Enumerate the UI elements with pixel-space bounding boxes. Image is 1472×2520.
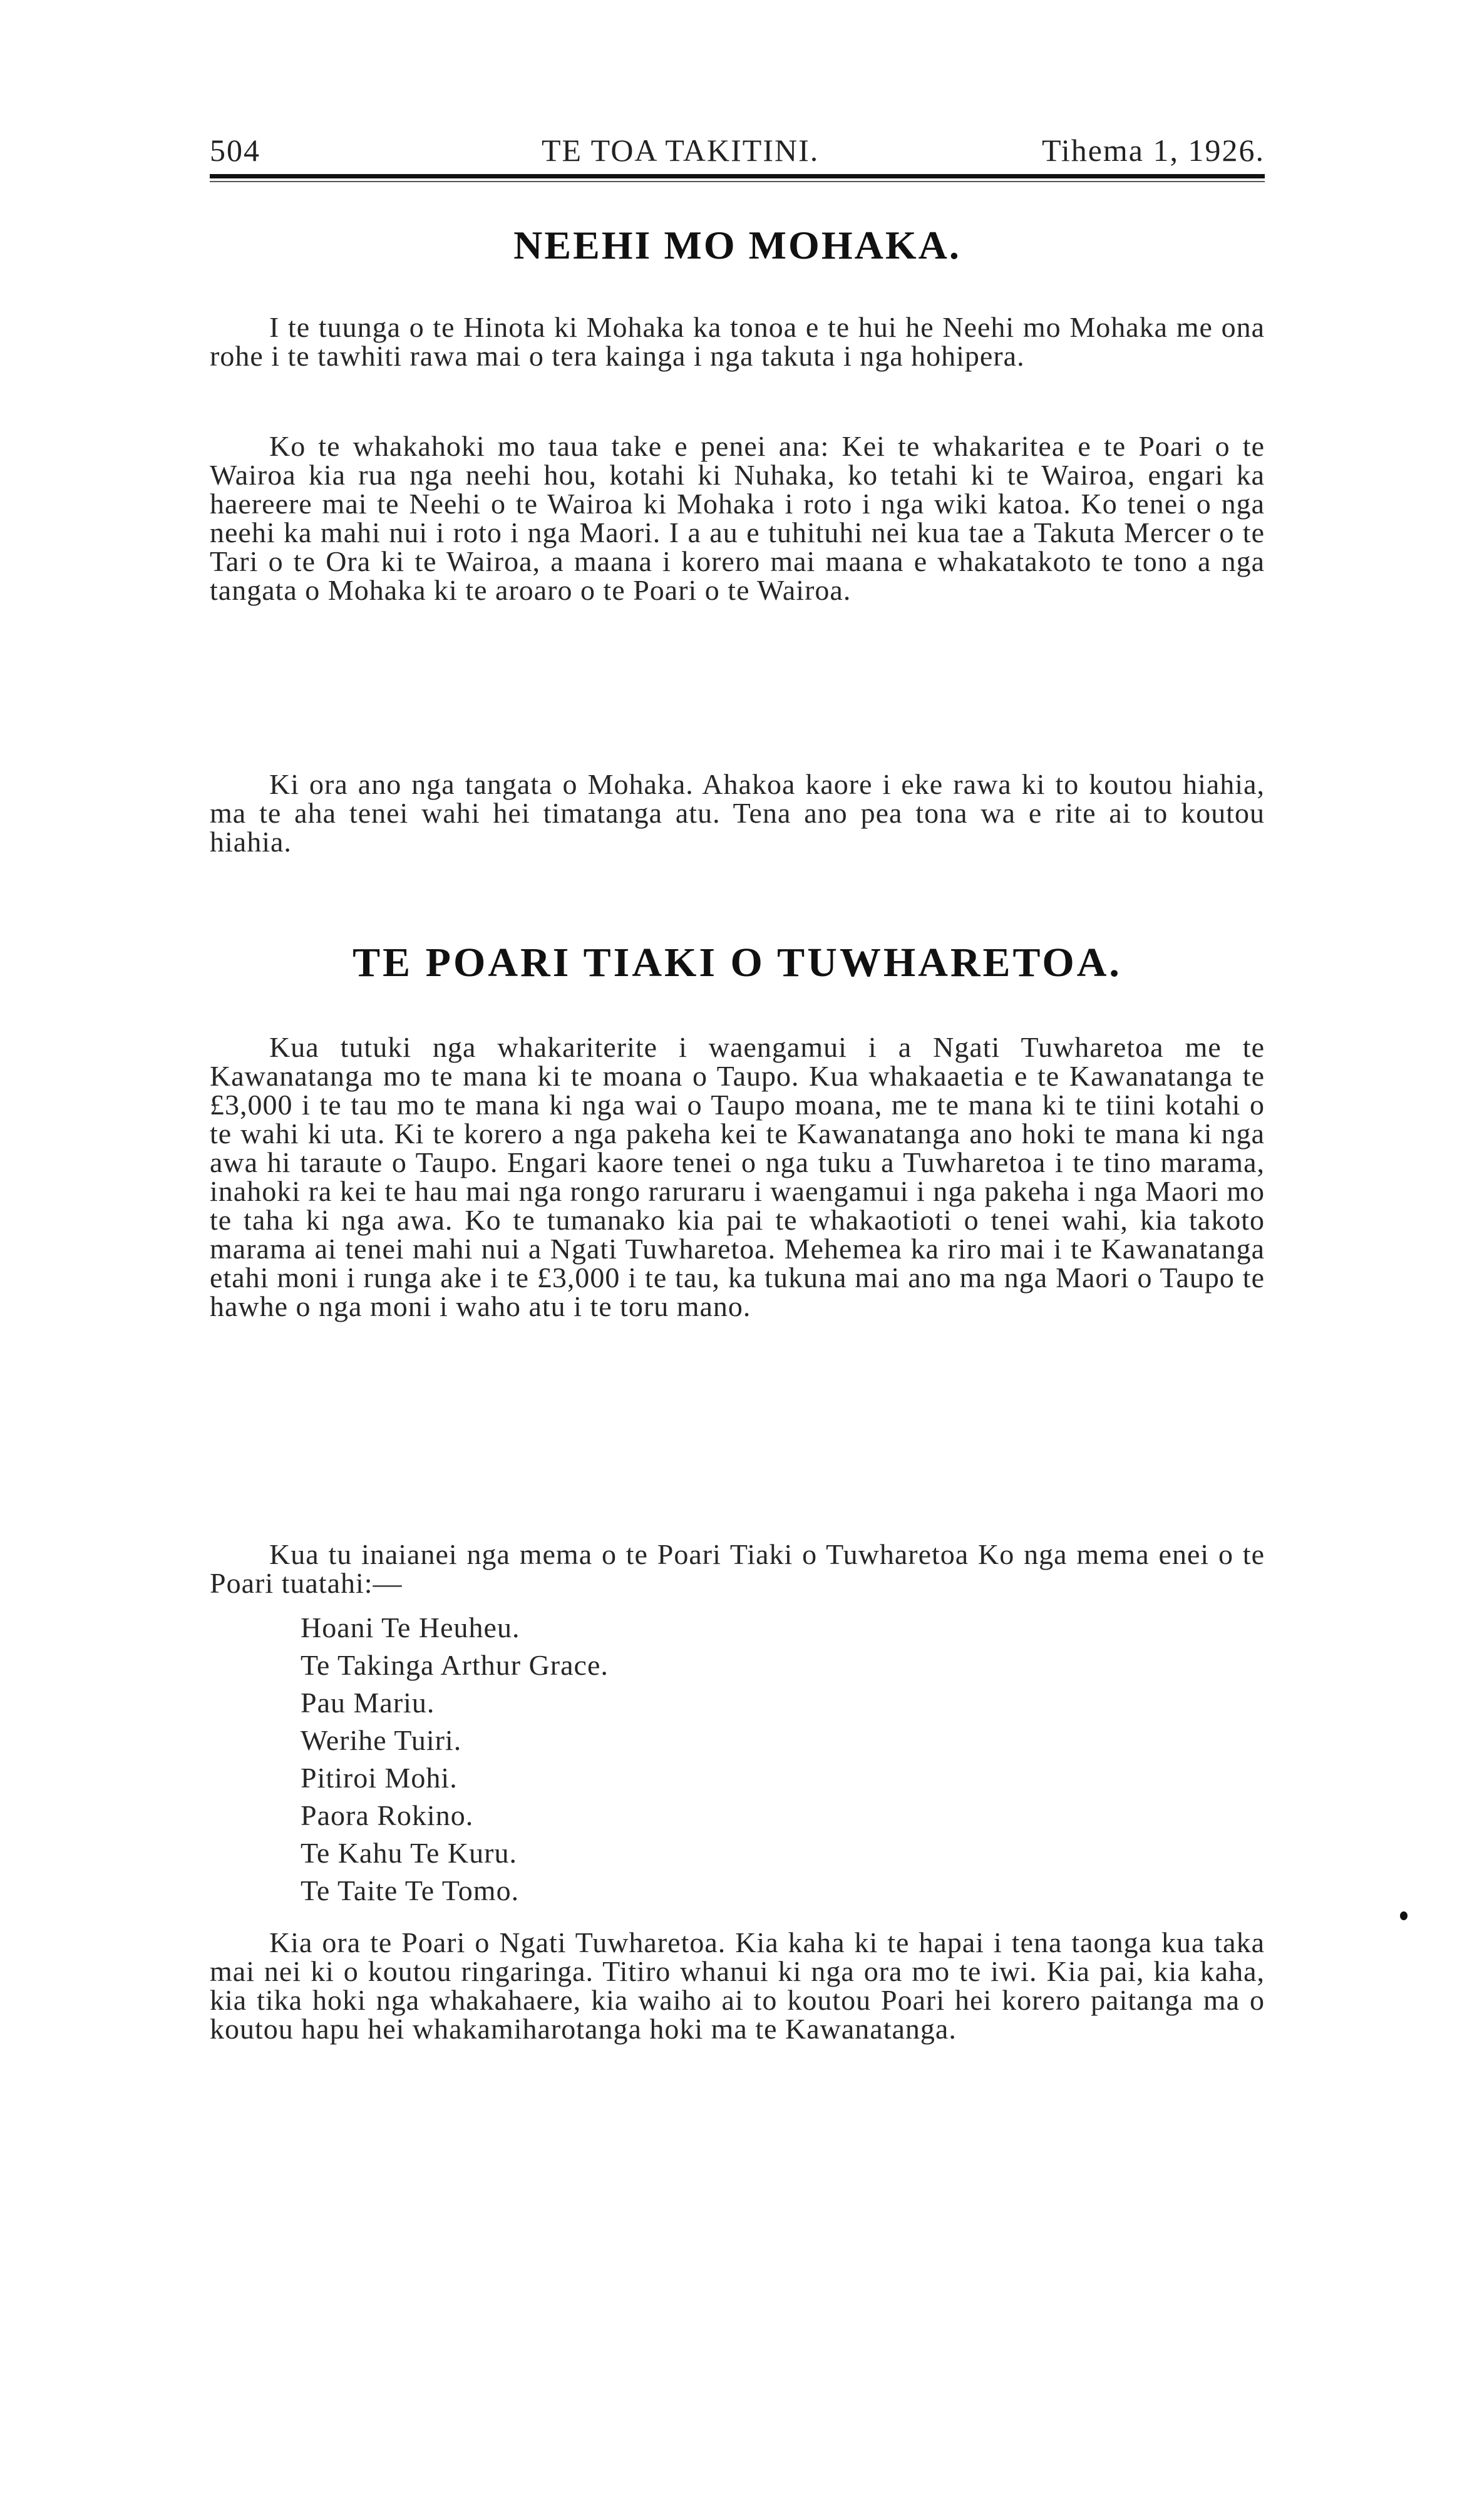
member-name: Werihe Tuiri. bbox=[301, 1724, 462, 1756]
member-name: Te Taite Te Tomo. bbox=[301, 1875, 520, 1906]
article2-paragraph-1: Kua tutuki nga whakariterite i waengamui i a Ngati Tuwharetoa me te Kawanatanga mo te mana ki te moana o Taupo. Kua whakaaetia e te Kawanatanga te £3,000 i te tau mo te mana ki nga wai o Taupo moana, me te mana ki te tiini kotahi o te wahi ki uta. Ki te korero a nga pakeha kei te Kawanatanga ano hoki te mana ki nga awa hi taraute o Taupo. Engari kaore tenei o nga tuku a Tuwharetoa i te tino marama, inahoki ra kei te hau mai nga rongo raruraru i waengamui i nga pakeha i nga Maori mo te taha ki nga awa. Ko te tumanako kia pai te whakaotioti o tenei wahi, kia takoto marama ai tenei mahi nui a Ngati Tuwharetoa. Mehemea ka riro mai i te Kawanatanga etahi moni i runga ake i te £3,000 i te tau, ka tukuna mai ano ma nga Maori o Taupo te hawhe o nga moni i waho atu i te toru mano. bbox=[210, 1031, 1265, 1322]
member-name: Paora Rokino. bbox=[301, 1799, 474, 1831]
member-name: Pitiroi Mohi. bbox=[301, 1762, 458, 1794]
member-list bbox=[301, 1609, 609, 1910]
page-header bbox=[210, 128, 1265, 172]
article1-paragraph-2: Ko te whakahoki mo taua take e penei ana: Kei te whakaritea e te Poari o te Wairoa kia rua nga neehi hou, kotahi ki Nuhaka, ko tetahi ki te Wairoa, engari ka haereere mai te Neehi o te Wairoa ki Mohaka i roto i nga wiki katoa. Ko tenei o nga neehi ka mahi nui i roto i nga Maori. I a au e tuhituhi nei kua tae a Takuta Mercer o te Tari o te Ora ki te Wairoa, a maana i korero mai maana e whakatakoto te tono a nga tangata o Mohaka ki te aroaro o te Poari o te Wairoa. bbox=[210, 430, 1265, 606]
article1-paragraph-1: I te tuunga o te Hinota ki Mohaka ka tonoa e te hui he Neehi mo Mohaka me ona rohe i te tawhiti rawa mai o tera kainga i nga takuta i nga hohipera. bbox=[210, 311, 1265, 372]
article2-paragraph-2: Kua tu inaianei nga mema o te Poari Tiaki o Tuwharetoa Ko nga mema enei o te Poari tuatahi:— bbox=[210, 1538, 1265, 1599]
member-name: Pau Mariu. bbox=[301, 1687, 435, 1719]
member-name: Te Kahu Te Kuru. bbox=[301, 1837, 517, 1869]
publication-title: TE TOA TAKITINI. bbox=[542, 133, 820, 168]
ink-speck bbox=[1400, 1911, 1408, 1920]
article-title-neehi: NEEHI MO MOHAKA. bbox=[513, 223, 961, 267]
member-name: Hoani Te Heuheu. bbox=[301, 1612, 520, 1643]
page-number: 504 bbox=[210, 133, 260, 168]
article-title-poari: TE POARI TIAKI O TUWHARETOA. bbox=[353, 940, 1122, 985]
member-name: Te Takinga Arthur Grace. bbox=[301, 1649, 609, 1681]
article2-closing-paragraph: Kia ora te Poari o Ngati Tuwharetoa. Kia kaha ki te hapai i tena taonga kua taka mai nei ki o koutou ringaringa. Titiro whanui ki nga ora mo te iwi. Kia pai, kia kaha, kia tika hoki nga whakahaere, kia waiho ai to koutou Poari hei korero paitanga ma o koutou hapu hei whakamiharotanga hoki ma te Kawanatanga. bbox=[210, 1926, 1265, 2045]
header-rule bbox=[210, 174, 1265, 182]
issue-date: Tihema 1, 1926. bbox=[1042, 133, 1265, 168]
article1-paragraph-3: Ki ora ano nga tangata o Mohaka. Ahakoa kaore i eke rawa ki to koutou hiahia, ma te aha tenei wahi hei timatanga atu. Tena ano pea tona wa e rite ai to koutou hiahia. bbox=[210, 768, 1265, 858]
